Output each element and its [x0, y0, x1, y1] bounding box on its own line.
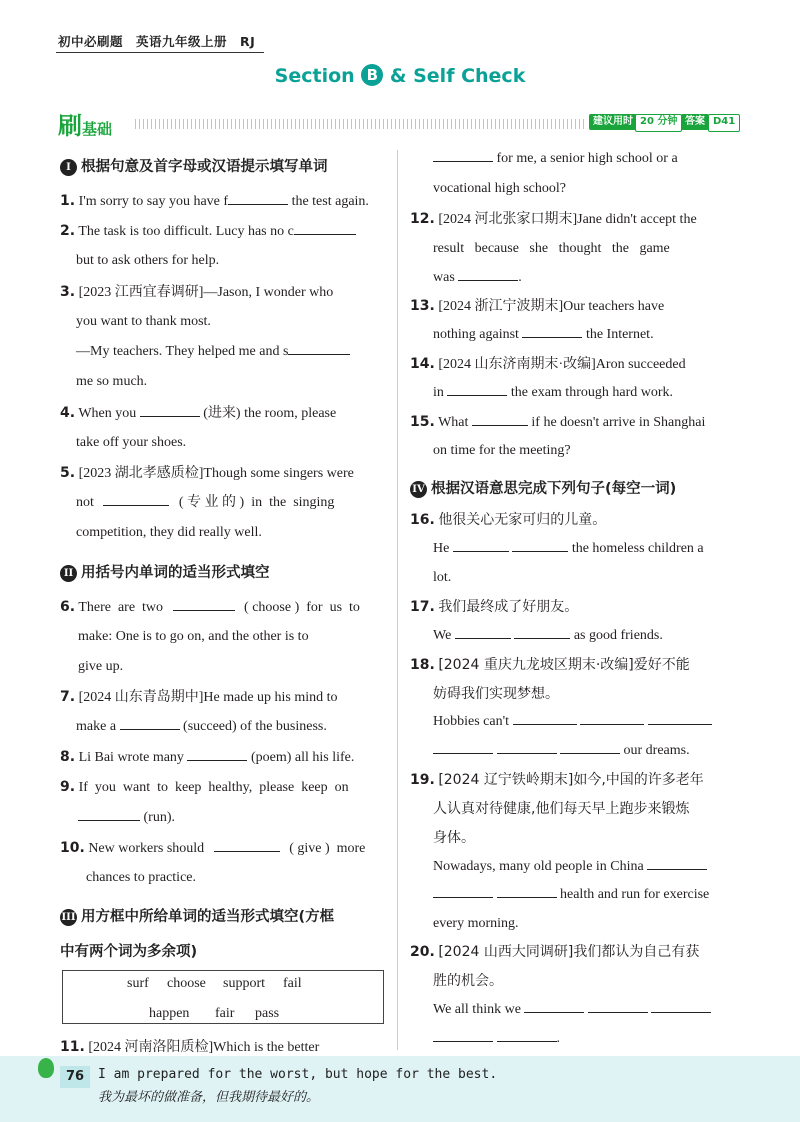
q7-text-2b: (succeed) of the business.: [183, 719, 327, 734]
q12-text-3a: was: [433, 270, 455, 285]
word-pass: pass: [255, 1006, 280, 1021]
q6-text: There are two: [78, 600, 164, 615]
q13-line-2: [433, 320, 654, 350]
question-4: [60, 398, 336, 429]
q15-blank[interactable]: [472, 411, 528, 426]
word-choose: choose: [167, 976, 206, 991]
q18-blank-1[interactable]: [513, 710, 577, 725]
q9-line-2: [78, 803, 175, 833]
q20-text-end: .: [556, 1031, 560, 1046]
q17-line-2: [433, 621, 663, 651]
question-9: [60, 772, 349, 803]
q16-chinese: 他很关心无家可归的儿童。: [438, 512, 607, 528]
q10-number: 10.: [60, 840, 85, 856]
word-box: [62, 970, 384, 1024]
q9-blank[interactable]: [78, 806, 140, 821]
answer-label-tag: 答案: [681, 114, 709, 130]
q12-text: [2024 河北张家口期末]Jane didn't accept the: [438, 212, 697, 227]
q16-number: 16.: [410, 512, 435, 528]
q18-chinese: [2024 重庆九龙坡区期末·改编]爱好不能: [438, 657, 690, 673]
q10-text: New workers should: [88, 841, 205, 856]
q15-text: What: [438, 415, 469, 430]
word-fair: fair: [215, 1006, 235, 1021]
q4-line-2: take off your shoes.: [76, 435, 187, 450]
q16-text-end: the homeless children a: [571, 541, 704, 556]
q4-text-end: (进来) the room, please: [203, 406, 337, 421]
q1-text: I'm sorry to say you have: [78, 194, 220, 209]
q2-hint: c: [287, 224, 294, 239]
q17-blank-2[interactable]: [514, 624, 570, 639]
q10-line-2: chances to practice.: [86, 870, 196, 885]
question-2: [60, 216, 356, 247]
q5-blank[interactable]: [103, 491, 169, 506]
q5-line-2: [76, 488, 334, 518]
question-17: [410, 592, 578, 623]
q16-line-3: lot.: [433, 570, 452, 585]
q7-number: 7.: [60, 689, 76, 705]
q20-number: 20.: [410, 944, 435, 960]
q18-number: 18.: [410, 657, 435, 673]
word-fail: fail: [283, 976, 302, 991]
page-number: 76: [66, 1069, 85, 1084]
q20-chinese-2: 胜的机会。: [433, 973, 503, 989]
q14-line-2: [433, 378, 673, 408]
q20-blank-1[interactable]: [524, 998, 584, 1013]
title-letter-badge: B: [361, 64, 383, 86]
q6-line-3: give up.: [78, 659, 124, 674]
q14-text-2b: the exam through hard work.: [510, 385, 674, 400]
q12-blank[interactable]: [458, 266, 518, 281]
q3-hint: s: [282, 344, 289, 359]
question-18: [410, 650, 690, 681]
q17-blank-1[interactable]: [455, 624, 511, 639]
q13-text: [2024 浙江宁波期末]Our teachers have: [438, 299, 665, 314]
q12-number: 12.: [410, 211, 435, 227]
q3-text: [2023 江西宜春调研]—Jason, I wonder who: [78, 285, 334, 300]
motto-chinese: 我为最坏的做准备，但我期待最好的。: [98, 1090, 320, 1105]
q19-blank-1[interactable]: [647, 855, 707, 870]
q7-text: [2024 山东青岛期中]He made up his mind to: [78, 690, 338, 705]
q3-blank[interactable]: [288, 340, 350, 355]
column-divider: [397, 150, 398, 1050]
q3-line-3: [76, 337, 350, 367]
question-1: [60, 186, 369, 217]
q7-blank[interactable]: [120, 715, 180, 730]
q12-line-3: [433, 263, 522, 293]
q12-line-2: result because she thought the game: [433, 241, 670, 256]
q10-text-end: ( give ) more: [289, 841, 366, 856]
q6-line-2: make: One is to go on, and the other is to: [78, 629, 309, 644]
q6-number: 6.: [60, 599, 76, 615]
section-3-title-line-2: 中有两个词为多余项): [60, 944, 198, 960]
q3-line-4: me so much.: [76, 374, 148, 389]
title-prefix: Section: [274, 65, 355, 87]
section-4-number: IV: [410, 481, 427, 498]
q4-blank[interactable]: [140, 402, 200, 417]
balloon-icon: [38, 1058, 54, 1078]
q14-text: [2024 山东济南期末·改编]Aron succeeded: [438, 357, 686, 372]
q5-text: [2023 湖北孝感质检]Though some singers were: [78, 466, 354, 481]
q19-text: Nowadays, many old people in China: [433, 859, 644, 874]
q19-line-4: [433, 852, 707, 882]
q5-text-2a: not: [76, 495, 94, 510]
q11-text: [2024 河南洛阳质检]Which is the better: [88, 1040, 320, 1055]
q16-text: He: [433, 541, 450, 556]
q15-number: 15.: [410, 414, 435, 430]
banner-dotted-rule: [135, 119, 585, 129]
q14-number: 14.: [410, 356, 435, 372]
header-underline: [56, 52, 264, 53]
question-6: [60, 592, 360, 623]
q6-blank[interactable]: [173, 596, 235, 611]
motto-english: I am prepared for the worst, but hope for the best.: [98, 1067, 498, 1082]
q19-chinese: [2024 辽宁铁岭期末]如今,中国的许多老年: [438, 772, 704, 788]
q19-line-5: [433, 880, 709, 910]
q3-answer-text: —My teachers. They helped me and: [76, 344, 280, 359]
q19-blank-2[interactable]: [433, 883, 493, 898]
q8-number: 8.: [60, 749, 76, 765]
question-3: [60, 277, 333, 308]
q2-blank[interactable]: [294, 220, 356, 235]
q1-number: 1.: [60, 193, 76, 209]
q20-blank-3[interactable]: [651, 998, 711, 1013]
question-10: [60, 833, 365, 864]
book-header: 初中必刷题 英语九年级上册 RJ: [58, 34, 256, 49]
q15-text-end: if he doesn't arrive in Shanghai: [531, 415, 706, 430]
question-13: [410, 291, 664, 322]
q9-number: 9.: [60, 779, 76, 795]
q6-text-end: ( choose ) for us to: [244, 600, 360, 615]
section-3-number: III: [60, 909, 77, 926]
word-surf: surf: [127, 976, 149, 991]
q10-blank[interactable]: [214, 837, 280, 852]
q18-blank-2[interactable]: [580, 710, 644, 725]
q18-text: Hobbies can't: [433, 714, 510, 729]
q20-blank-4[interactable]: [433, 1027, 493, 1042]
q1-hint: f: [223, 194, 229, 209]
q19-line-6: every morning.: [433, 916, 519, 931]
q12-text-3b: .: [518, 270, 522, 285]
q5-line-3: competition, they did really well.: [76, 525, 262, 540]
q14-text-2a: in: [433, 385, 444, 400]
section-2-title: 用括号内单词的适当形式填空: [81, 565, 270, 581]
q19-number: 19.: [410, 772, 435, 788]
q5-number: 5.: [60, 465, 76, 481]
q16-blank-2[interactable]: [512, 537, 568, 552]
question-19: [410, 765, 704, 796]
q20-line-4: [433, 1024, 560, 1054]
q1-blank[interactable]: [228, 190, 288, 205]
q19-chinese-3: 身体。: [433, 830, 475, 846]
q11-blank[interactable]: [433, 147, 493, 162]
question-14: [410, 349, 686, 380]
q2-text: The task is too difficult. Lucy has no: [78, 224, 285, 239]
q11-text-2: for me, a senior high school or a: [496, 151, 678, 166]
q9-text: If you want to keep healthy, please keep on: [78, 780, 349, 795]
q1-text-end: the test again.: [291, 194, 369, 209]
q2-number: 2.: [60, 223, 76, 239]
q13-blank[interactable]: [522, 323, 582, 338]
question-8: [60, 742, 354, 773]
section-3-heading: [60, 905, 334, 926]
q11-line-2: [433, 144, 678, 174]
q4-text: When you: [78, 406, 137, 421]
question-5: [60, 458, 354, 489]
question-20: [410, 937, 699, 968]
q18-line-4: [433, 736, 690, 766]
q18-blank-6[interactable]: [560, 739, 620, 754]
q20-chinese: [2024 山西大同调研]我们都认为自己有获: [438, 944, 700, 960]
q17-number: 17.: [410, 599, 435, 615]
q20-blank-2[interactable]: [588, 998, 648, 1013]
q11-number: 11.: [60, 1039, 85, 1055]
banner-word-main: 刷: [58, 112, 82, 140]
q18-line-3: [433, 707, 712, 737]
q7-text-2a: make a: [76, 719, 117, 734]
q8-text-end: (poem) all his life.: [250, 750, 355, 765]
q9-text-2: (run).: [143, 810, 175, 825]
section-2-number: II: [60, 565, 77, 582]
title-suffix: & Self Check: [389, 65, 526, 87]
q4-number: 4.: [60, 405, 76, 421]
question-16: [410, 505, 606, 536]
section-title: [0, 64, 800, 87]
word-happen: happen: [149, 1006, 190, 1021]
section-4-heading: [410, 477, 676, 498]
time-value-tag: 20 分钟: [635, 114, 682, 132]
q3-line-2: you want to thank most.: [76, 314, 211, 329]
q17-text-end: as good friends.: [573, 628, 663, 643]
q13-text-2b: the Internet.: [585, 327, 654, 342]
word-support: support: [223, 976, 265, 991]
question-7: [60, 682, 338, 713]
q13-number: 13.: [410, 298, 435, 314]
question-12: [410, 204, 697, 235]
q8-blank[interactable]: [187, 746, 247, 761]
q13-text-2a: nothing against: [433, 327, 519, 342]
q8-text: Li Bai wrote many: [78, 750, 184, 765]
question-15: [410, 407, 705, 438]
q18-blank-3[interactable]: [648, 710, 712, 725]
q17-chinese: 我们最终成了好朋友。: [438, 599, 579, 615]
section-2-heading: [60, 561, 270, 582]
section-1-title: 根据句意及首字母或汉语提示填写单词: [81, 159, 328, 175]
q18-blank-5[interactable]: [497, 739, 557, 754]
time-label-tag: 建议用时: [589, 114, 637, 130]
q2-line-2: but to ask others for help.: [76, 253, 220, 268]
q20-text: We all think we: [433, 1002, 521, 1017]
section-1-heading: [60, 155, 328, 176]
q18-text-end: our dreams.: [623, 743, 690, 758]
q19-blank-3[interactable]: [497, 883, 557, 898]
section-1-number: I: [60, 159, 77, 176]
answer-page-tag: D41: [708, 114, 740, 132]
q14-blank[interactable]: [447, 381, 507, 396]
q16-line-2: [433, 534, 704, 564]
q15-line-2: on time for the meeting?: [433, 443, 571, 458]
q11-line-3: vocational high school?: [433, 181, 566, 196]
q16-blank-1[interactable]: [453, 537, 509, 552]
q19-text-end: health and run for exercise: [560, 887, 710, 902]
q19-chinese-2: 人认真对待健康,他们每天早上跑步来锻炼: [433, 801, 690, 817]
q7-line-2: [76, 712, 327, 742]
section-4-title: 根据汉语意思完成下列句子(每空一词): [431, 481, 677, 497]
section-3-title-line-1: 用方框中所给单词的适当形式填空(方框: [81, 909, 335, 925]
q3-number: 3.: [60, 284, 76, 300]
q18-chinese-2: 妨碍我们实现梦想。: [433, 686, 559, 702]
q17-text: We: [433, 628, 452, 643]
q5-text-2b: ( 专 业 的 ) in the singing: [178, 495, 335, 510]
banner-label: [58, 106, 112, 141]
banner-word-sub: 基础: [82, 120, 113, 138]
q20-blank-5[interactable]: [497, 1027, 557, 1042]
q20-line-3: [433, 995, 711, 1025]
q18-blank-4[interactable]: [433, 739, 493, 754]
